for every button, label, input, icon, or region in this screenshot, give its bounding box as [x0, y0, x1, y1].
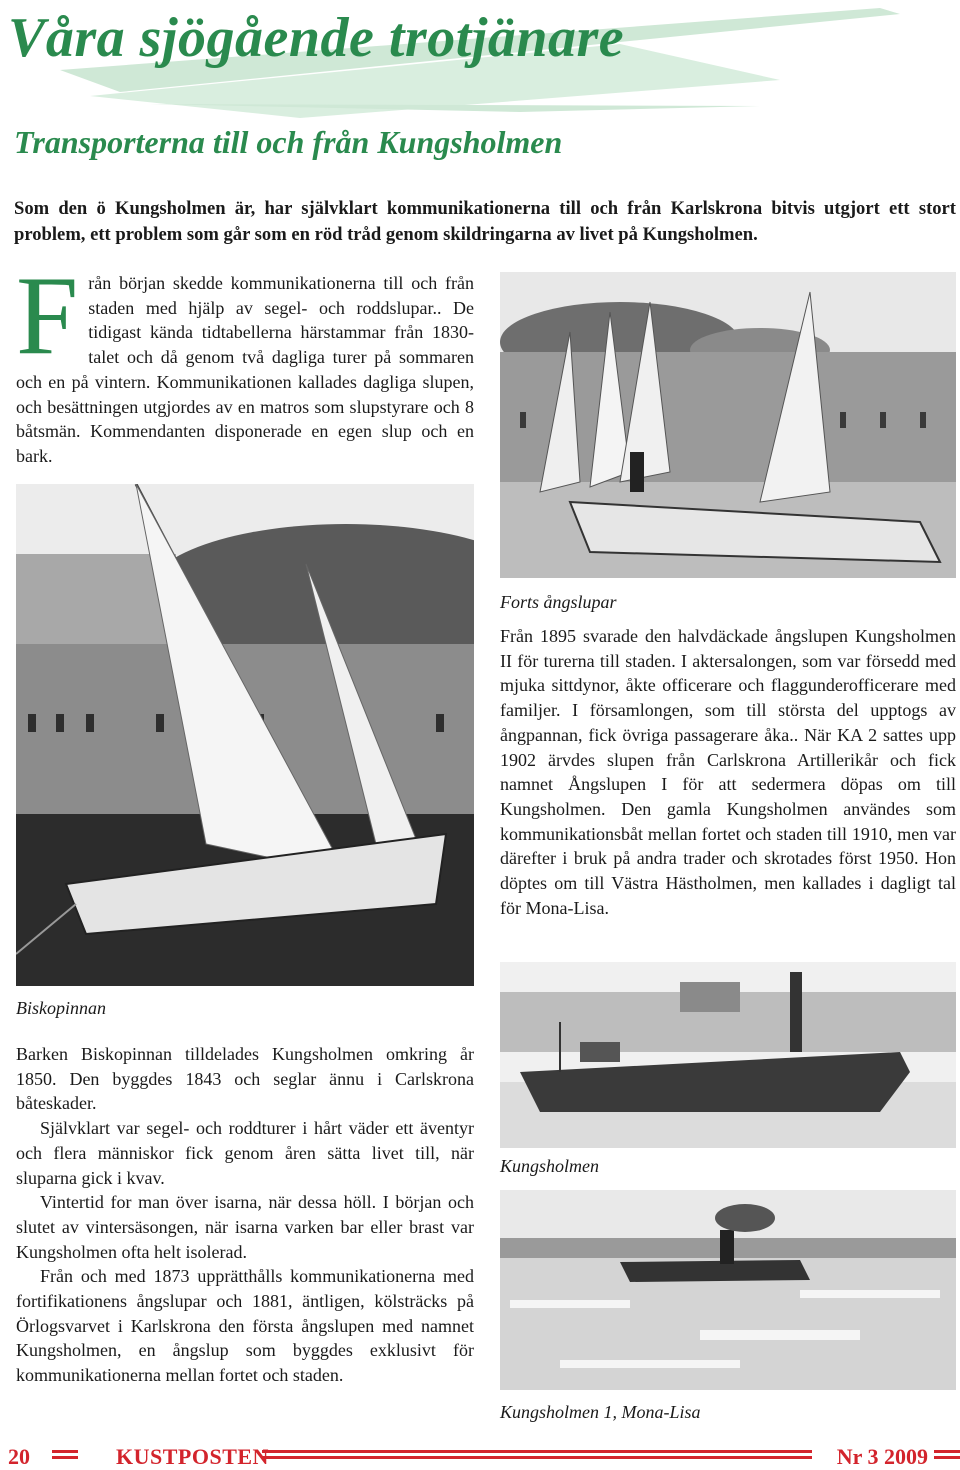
intro-text: rån början skedde kommunikationerna till och från staden med hjälp av segel- och roddslupar.. De tidigast kända tidtabellerna härstammar från 1830-talet och då genom två dagliga turer på sommaren och en på vintern. Kommunikationen kallades dagliga slupen, och besättningen utgjordes av en matros som slupstyrare och 8 båtsmän. Kommendanten disponerade en egen slup och en bark. — [16, 273, 474, 466]
footer-rule-right — [934, 1450, 960, 1459]
photo-fort-sailboats — [500, 272, 956, 578]
left-paragraph-2: Självklart var segel- och roddturer i hårt väder ett äventyr och flera människor fick genom åren sätta livet till, när sluparna gick i kvav. — [16, 1118, 474, 1188]
caption-kungsholmen: Kungsholmen — [500, 1156, 599, 1176]
photo-kungsholmen — [500, 962, 956, 1148]
photo-kungsholmen-1-mona-lisa — [500, 1190, 956, 1390]
caption-kungsholmen-1: Kungsholmen 1, Mona-Lisa — [500, 1402, 701, 1422]
caption-biskopinnan: Biskopinnan — [16, 998, 106, 1018]
footer-rule-left — [52, 1450, 78, 1459]
page-number: 20 — [8, 1444, 30, 1469]
drop-cap: F — [16, 254, 79, 378]
intro-paragraph — [16, 254, 474, 469]
lead-paragraph: Som den ö Kungsholmen är, har självklart kommunikationerna till och från Karlskrona bitvis utgjort ett stort problem, ett problem som går som en röd tråd genom skildringarna av livet på Kungsholmen. — [14, 198, 956, 245]
left-paragraph-4: Från och med 1873 upprätthålls kommunikationerna med fortifikationens ångslupar och 1881, äntligen, kölsträcks på Örlogsvarvet i Karlskrona den första ångslupen med namnet Kungsholmen, en ångslup som byggdes exklusivt för kommunikationerna mellan fortet och staden. — [16, 1266, 474, 1386]
right-paragraph: Från 1895 svarade den halvdäckade ångslupen Kungsholmen II för turerna till staden. I aktersalongen, som var försedd med mjuka sittdynor, åkte officerare och flaggunderofficerare med familjer. I församlongen, som till största del upptogs av ångpannan, fick övriga passagerare åka.. När KA 2 sattes upp 1902 ärvdes slupen från Carlskrona Artillerikår och fick namnet Ångslupen I för att sedermera döpas om till Kungsholmen. Den gamla Kungsholmen användes som kommunikationsbåt mellan fortet och staden till 1910, men var därefter i bruk på andra trader och skrotades först 1950. Hon döptes om till Västra Hästholmen, men kallades i dagligt tal för Mona-Lisa. — [500, 626, 956, 918]
right-column-text — [500, 624, 956, 920]
left-paragraph-1: Barken Biskopinnan tilldelades Kungsholmen omkring år 1850. Den byggdes 1843 och seglar ännu i Carlskrona båteskader. — [16, 1044, 474, 1114]
caption-forts: Forts ångslupar — [500, 592, 617, 612]
left-paragraph-3: Vintertid for man över isarna, när dessa höll. I början och slutet av vintersäsongen, när isarna varken bar eller brast var Kungsholmen ofta helt isolerad. — [16, 1192, 474, 1262]
magazine-name: KUSTPOSTEN — [116, 1444, 269, 1469]
footer-rule-middle — [262, 1450, 812, 1459]
left-column-text — [16, 1042, 474, 1388]
page-subtitle: Transporterna till och från Kungsholmen — [14, 124, 563, 160]
photo-biskopinnan — [16, 484, 474, 986]
page-title: Våra sjögående trotjänare — [8, 7, 625, 69]
issue-number: Nr 3 2009 — [836, 1444, 928, 1469]
